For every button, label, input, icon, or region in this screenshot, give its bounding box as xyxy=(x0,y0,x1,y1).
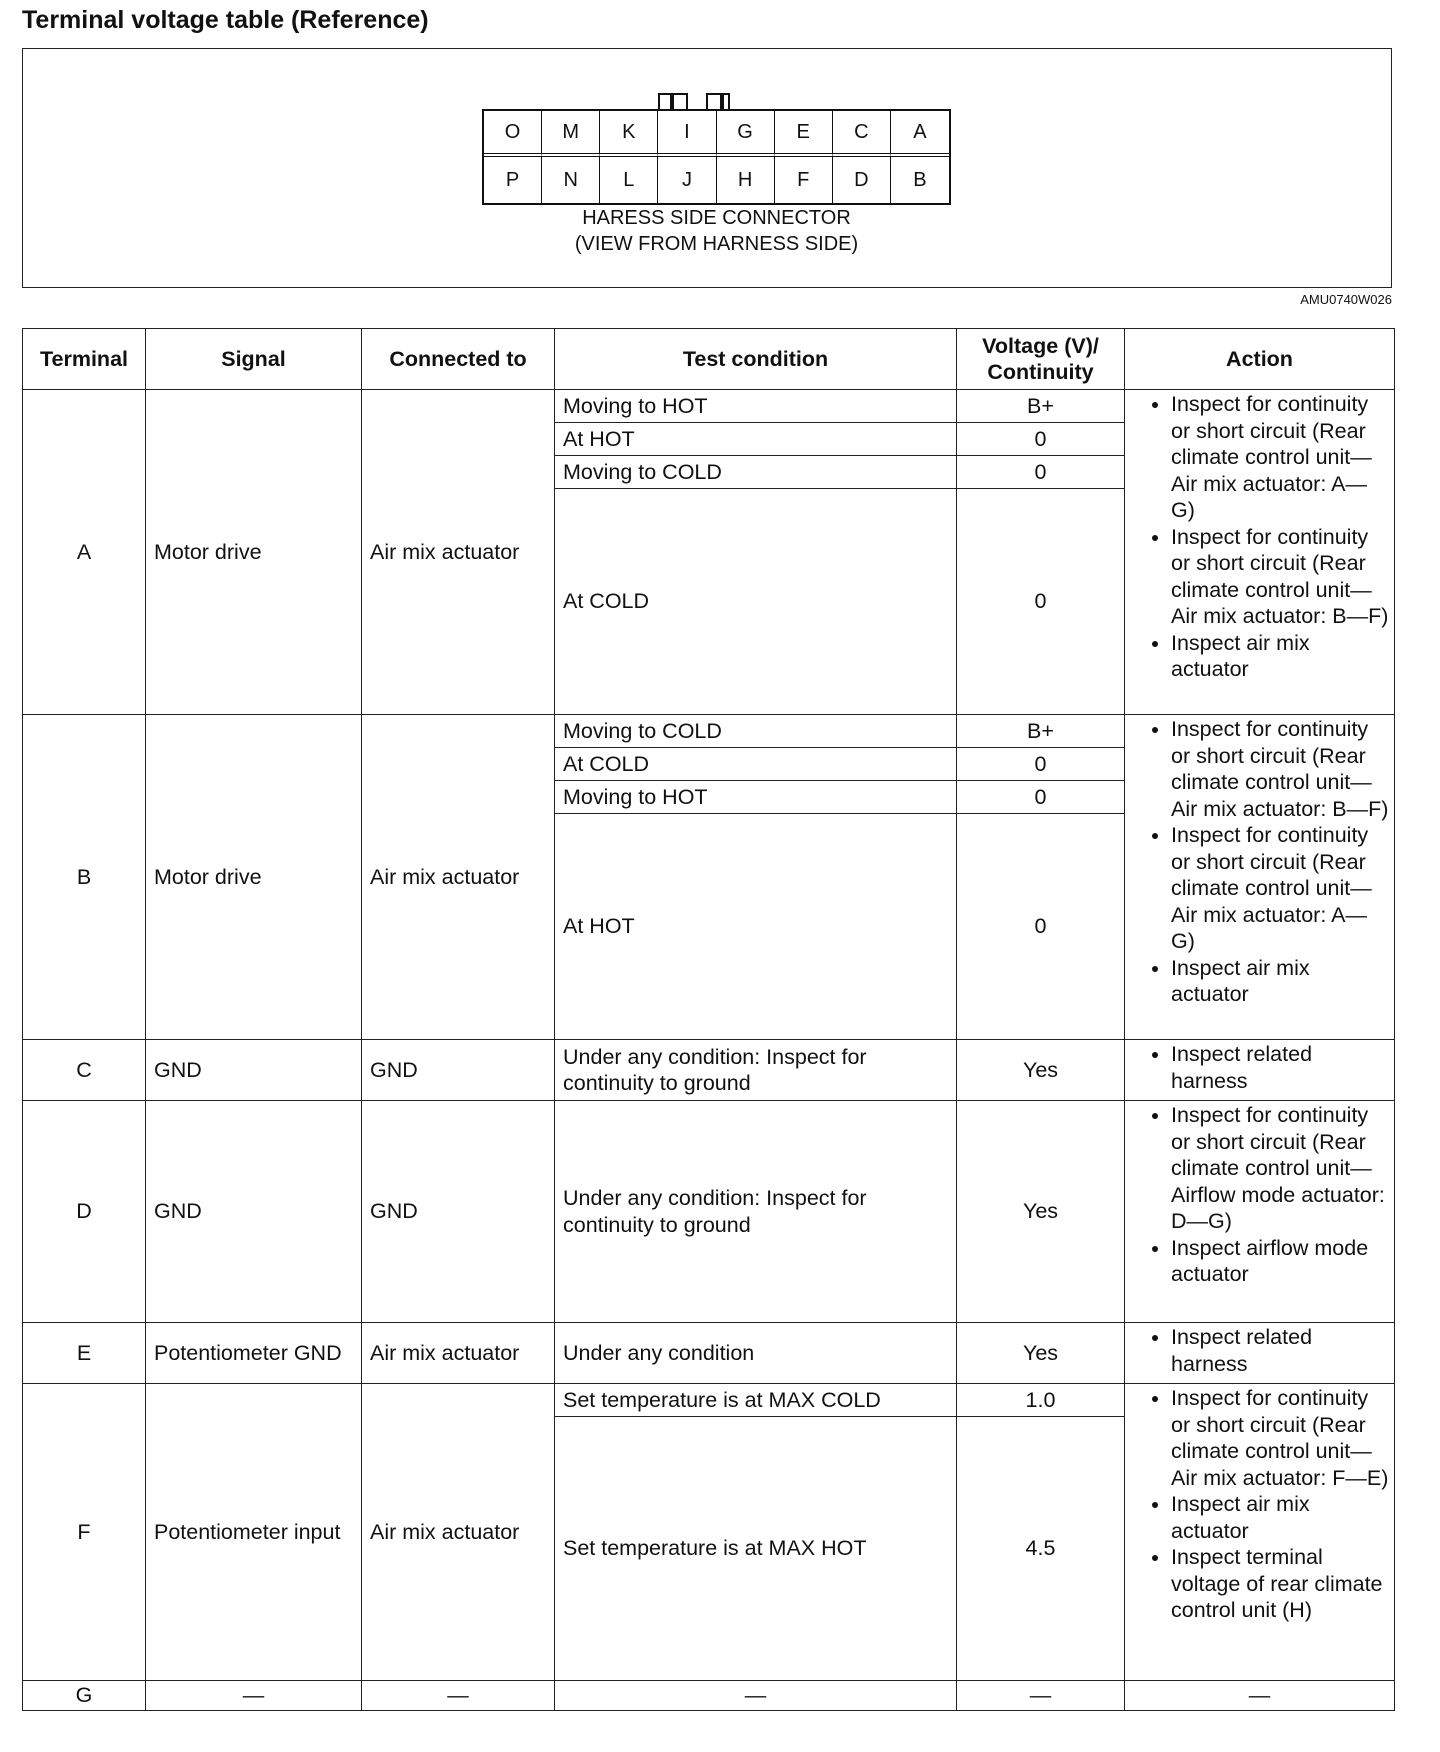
connector-caption-line1: HARESS SIDE CONNECTOR xyxy=(582,207,851,229)
table-row xyxy=(23,1681,1395,1711)
signal-cell: Motor drive xyxy=(146,390,362,715)
signal-cell: Potentiometer input xyxy=(146,1384,362,1681)
action-item: • Inspect air mix actuator xyxy=(1171,630,1390,683)
voltage-cell: B+ xyxy=(957,390,1125,423)
action-cell xyxy=(1125,1040,1395,1101)
terminal-cell: A xyxy=(23,390,146,715)
table-header-row xyxy=(23,329,1395,390)
condition-cell: Set temperature is at MAX COLD xyxy=(555,1384,957,1417)
terminal-cell: D xyxy=(23,1101,146,1323)
signal-cell: Potentiometer GND xyxy=(146,1323,362,1384)
connected-cell: Air mix actuator xyxy=(362,715,555,1040)
terminal-cell: E xyxy=(23,1323,146,1384)
voltage-cell: 0 xyxy=(957,814,1125,1040)
page-title: Terminal voltage table (Reference) xyxy=(22,6,429,34)
condition-cell: Moving to HOT xyxy=(555,390,957,423)
signal-cell: Motor drive xyxy=(146,715,362,1040)
action-item: • Inspect for continuity or short circuit (Rear climate control unit—Air mix actuator: B—F) xyxy=(1171,524,1390,630)
pin-G: G xyxy=(717,111,775,157)
action-item: • Inspect for continuity or short circuit (Rear climate control unit—Air mix actuator: A—G) xyxy=(1171,822,1390,955)
condition-cell: — xyxy=(555,1681,957,1711)
action-item: • Inspect related harness xyxy=(1171,1324,1390,1377)
action-item: • Inspect airflow mode actuator xyxy=(1171,1235,1390,1288)
table-row xyxy=(23,1323,1395,1384)
action-item: • Inspect air mix actuator xyxy=(1171,955,1390,1008)
condition-cell: Set temperature is at MAX HOT xyxy=(555,1417,957,1681)
voltage-cell: 0 xyxy=(957,456,1125,489)
condition-cell: Under any condition: Inspect for continuity to ground xyxy=(555,1040,957,1101)
voltage-cell: B+ xyxy=(957,715,1125,748)
pin-M: M xyxy=(542,111,600,157)
action-item: • Inspect for continuity or short circuit (Rear climate control unit—Air mix actuator: B—F) xyxy=(1171,716,1390,822)
pin-H: H xyxy=(717,157,775,203)
table-row xyxy=(23,390,1395,423)
pin-F: F xyxy=(775,157,833,203)
connector-lock-tabs xyxy=(482,87,951,109)
connected-cell: Air mix actuator xyxy=(362,1323,555,1384)
voltage-cell: 1.0 xyxy=(957,1384,1125,1417)
condition-cell: At COLD xyxy=(555,748,957,781)
header-voltage xyxy=(957,329,1125,390)
pin-B: B xyxy=(913,168,927,191)
action-item: • Inspect for continuity or short circuit (Rear climate control unit—Air mix actuator: A—G) xyxy=(1171,391,1390,524)
terminal-cell: F xyxy=(23,1384,146,1681)
voltage-cell: — xyxy=(957,1681,1125,1711)
table-row xyxy=(23,1384,1395,1417)
terminal-cell: C xyxy=(23,1040,146,1101)
signal-cell: — xyxy=(146,1681,362,1711)
action-cell xyxy=(1125,1323,1395,1384)
pin-C: C xyxy=(833,111,891,157)
condition-cell: At COLD xyxy=(555,489,957,715)
table-row xyxy=(23,1101,1395,1323)
voltage-cell: 0 xyxy=(957,748,1125,781)
pin-D: D xyxy=(833,157,891,203)
condition-cell: At HOT xyxy=(555,814,957,1040)
action-cell xyxy=(1125,390,1395,715)
connected-cell: — xyxy=(362,1681,555,1711)
signal-cell: GND xyxy=(146,1040,362,1101)
pin-I: I xyxy=(658,111,716,157)
action-item: • Inspect for continuity or short circuit (Rear climate control unit—Airflow mode actuator: D—G) xyxy=(1171,1102,1390,1235)
signal-cell: GND xyxy=(146,1101,362,1323)
action-item: • Inspect terminal voltage of rear climate control unit (H) xyxy=(1171,1544,1390,1624)
header-terminal: Terminal xyxy=(23,329,146,390)
voltage-cell: 4.5 xyxy=(957,1417,1125,1681)
voltage-cell: 0 xyxy=(957,781,1125,814)
connected-cell: Air mix actuator xyxy=(362,1384,555,1681)
connected-cell: Air mix actuator xyxy=(362,390,555,715)
pin-N: N xyxy=(542,157,600,203)
header-action: Action xyxy=(1125,329,1395,390)
action-item: • Inspect for continuity or short circuit (Rear climate control unit—Air mix actuator: F—E) xyxy=(1171,1385,1390,1491)
action-item: • Inspect related harness xyxy=(1171,1041,1390,1094)
connected-cell: GND xyxy=(362,1040,555,1101)
voltage-cell: 0 xyxy=(957,489,1125,715)
figure-id: AMU0740W026 xyxy=(1300,292,1392,307)
voltage-cell: Yes xyxy=(957,1323,1125,1384)
header-connected-to: Connected to xyxy=(362,329,555,390)
connector-caption xyxy=(482,205,951,257)
pin-E: E xyxy=(775,111,833,157)
pin-K: K xyxy=(600,111,658,157)
condition-cell: Under any condition xyxy=(555,1323,957,1384)
header-signal: Signal xyxy=(146,329,362,390)
table-row xyxy=(23,1040,1395,1101)
condition-cell: Moving to HOT xyxy=(555,781,957,814)
voltage-cell: Yes xyxy=(957,1040,1125,1101)
harness-connector xyxy=(482,87,951,205)
condition-cell: Moving to COLD xyxy=(555,456,957,489)
terminal-cell: B xyxy=(23,715,146,1040)
pin-O: O xyxy=(484,111,542,157)
pin-A: A xyxy=(891,111,949,157)
condition-cell: At HOT xyxy=(555,423,957,456)
connector-pin-grid xyxy=(482,109,951,205)
terminal-cell: G xyxy=(23,1681,146,1711)
action-cell xyxy=(1125,715,1395,1040)
connector-caption-line2: (VIEW FROM HARNESS SIDE) xyxy=(574,233,859,255)
pin-L: L xyxy=(600,157,658,203)
terminal-voltage-table xyxy=(22,328,1395,1711)
condition-cell: Under any condition: Inspect for continuity to ground xyxy=(555,1101,957,1323)
connected-cell: GND xyxy=(362,1101,555,1323)
header-test-condition: Test condition xyxy=(555,329,957,390)
action-item: • Inspect air mix actuator xyxy=(1171,1491,1390,1544)
condition-cell: Moving to COLD xyxy=(555,715,957,748)
pin-P: P xyxy=(484,157,542,203)
pin-J: J xyxy=(658,157,716,203)
action-cell xyxy=(1125,1101,1395,1323)
header-voltage-line1: Voltage (V)/ xyxy=(982,333,1099,358)
table-row xyxy=(23,715,1395,748)
action-cell: — xyxy=(1125,1681,1395,1711)
voltage-cell: 0 xyxy=(957,423,1125,456)
connector-diagram xyxy=(22,48,1392,288)
action-cell xyxy=(1125,1384,1395,1681)
voltage-cell: Yes xyxy=(957,1101,1125,1323)
header-voltage-line2: Continuity xyxy=(987,360,1094,384)
